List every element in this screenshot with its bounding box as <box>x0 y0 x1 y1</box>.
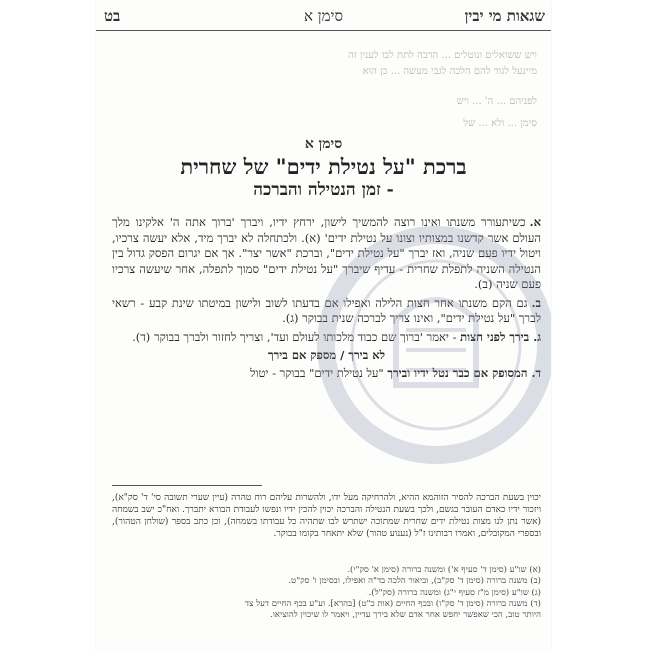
reference-line: היותר טוב, הכי שאפשר יחפש אחר אדם שלא בירך עדיין, ויאמר לו שיכוין להוציאו. <box>270 610 541 621</box>
bleed-through-text: ויש ששואלים ונוטלים ... הרבה לתת לבו לענין זה <box>348 50 537 61</box>
paragraph-gimel <box>112 330 541 346</box>
chapter-subtitle: - זמן הנטילה והברכה <box>253 180 394 200</box>
subheading: לא בירך / מספק אם בירך <box>267 348 386 362</box>
footnote-divider <box>112 485 262 486</box>
paragraph-lead: המסופק אם כבר נטל ידיו ובירך <box>387 365 528 380</box>
bleed-through-text: מיינעל לגוד להם הלכה לגבי מעשה ... כן הוא <box>362 66 537 77</box>
paragraph-number: א. <box>529 215 541 229</box>
paragraph-text: "על נטילת ידים" בבוקר - יטול <box>250 365 384 380</box>
reference-line: (א) שו"ע (סימן ד' סעיף א') ומשנה ברורה (סימן א' סק"י). <box>347 565 541 575</box>
paragraph-text: כשיתעורר משנתו ואינו רוצה להמשיך לישון, ירחץ ידיו, ויברך 'ברוך אתה ה' אלקינו מלך העולם אשר קדשנו במצותיו וצונו על נטילת ידים' (א). ולכתחלה לא יברך מיד, אלא יעשה צרכיו, ויטול ידיו פעם שניה, ואז יברך "על נטילת ידים", וברכת "אשר יצר". אך אם יגרום הפסק גדול בין הנטילה השניה לתפלת שחרית - עדיף שיברך "על נטילת ידים" סמוך לתפלה, אחר שיעשה צרכיו פעם שניה (ב). <box>112 215 541 291</box>
paragraph-text: - יאמר 'ברוך שם כבוד מלכותו לעולם ועד', וצריך לחזור ולברך בבוקר (ד). <box>132 329 457 344</box>
source-references <box>112 565 541 621</box>
main-text <box>112 215 541 384</box>
paragraph-lead: בירך לפני חצות <box>460 329 530 344</box>
book-page <box>96 0 551 650</box>
reference-line: (ג) שו"ע (סימן מ"ז סעיף י"ג) ומשנה ברורה (סק"ל). <box>368 587 541 598</box>
book-title: שגאות מי יבין <box>464 7 545 25</box>
page-number: בט <box>104 7 121 25</box>
header-siman: סימן א <box>304 7 343 25</box>
paragraph-bet <box>112 296 541 327</box>
paragraph-number: ד. <box>531 365 541 380</box>
footnote-text: יכוין בשעת הברכה להסיר הזוהמא ההיא, ולהרחיקה מעל ידו, ולהשרות עליהם רוח טהרה (עיין שערי תשובה סי' ד' סק"א), ויזכור ידיו כאדם העובר בגשם, ולכך בשעת הנטילה והברכה יכוין להכין ידיו ונפשו לעבודת הבורא יתברך. ואח"כ ישב בשמחה (אשר נתן לנו מצות נטילת ידים שחרית שמתוכה ישתרש לבו שתהיה כל עבודתו בשמחה), וכן כתב בספר (שולחן הטהור), ובספרי המקובלים, ואמרו רבותינו ז"ל (נענוע טהור) שלא יתאחר בקומו בבוקר. <box>112 493 541 539</box>
paragraph-alef <box>112 215 541 293</box>
reference-line: (ב) משנה ברורה (סימן ד' סק"ב), וביאור הלכה בד"ה ואפילו, ובסימן ו' סק"ט. <box>288 576 541 587</box>
paragraph-number: ב. <box>531 295 541 310</box>
paragraph-text: גם הקם משנתו אחר חצות הלילה ואפילו אם בדעתו לשוב ולישון במיטתו שינת קבע - רשאי לברך "על נטילת ידים", ואינו צריך לברכה שנית בבוקר (ג). <box>112 295 541 325</box>
paragraph-number: ג. <box>533 329 541 344</box>
reference-line: (ד) משנה ברורה (סימן ד' סק"ו) ובכף החיים (אות כ"ט) [בהרא]. וע"ע בכף החיים דעל צד <box>244 598 541 609</box>
section-number: סימן א <box>304 136 343 152</box>
bleed-through-text: לפניהם ... ה' ... ויש <box>456 96 537 107</box>
running-header <box>96 4 551 31</box>
chapter-title: ברכת "על נטילת ידים" של שחרית <box>180 154 467 179</box>
bleed-through-text: סימן ... ולא ... של <box>463 118 537 129</box>
paragraph-dalet <box>112 366 541 382</box>
